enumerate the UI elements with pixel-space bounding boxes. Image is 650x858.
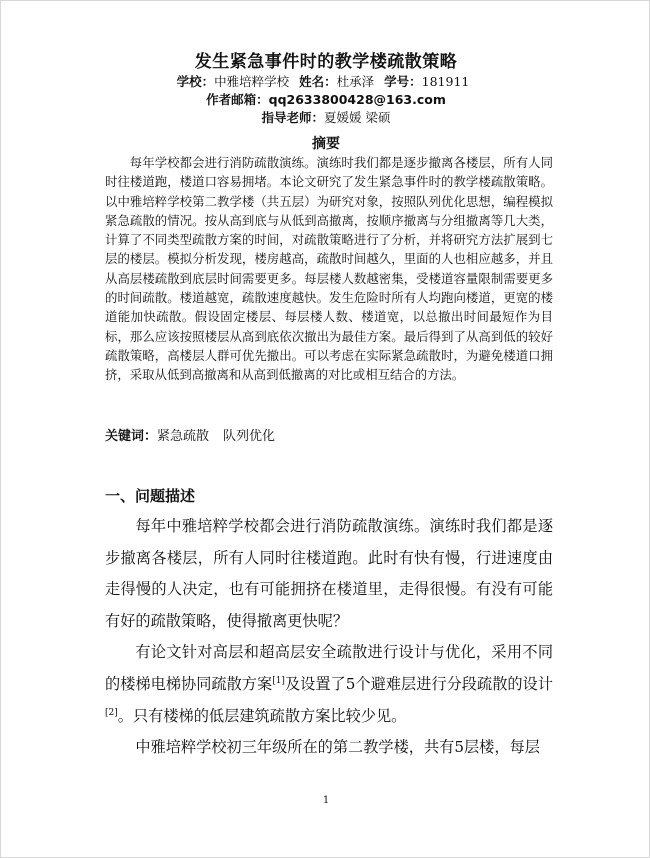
abstract-text: 每年学校都会进行消防疏散演练。演练时我们都是逐步撤离各楼层，所有人同时往楼道跑，楼道口容易拥堵。本论文研究了发生紧急事件时的教学楼疏散策略。以中雅培粹学校第二教学楼（共五层）为研究对象，按照队列优化思想，编程模拟紧急疏散的情况。按从高到底与从低到高撤离，按顺序撤离与分组撤离等几大类，计算了不同类型疏散方案的时间，对疏散策略进行了分析，并将研究方法扩展到七层的楼层。模拟分析发现，楼房越高，疏散时间越久，里面的人也相应越多，并且从高层楼疏散到底层时间需要更多。每层楼人数越密集，受楼道容量限制需要更多的时间疏散。楼道越宽，疏散速度越快。发生危险时所有人均跑向楼道，更宽的楼道能加快疏散。假设固定楼层、每层楼人数、楼道宽，以总撤出时间最短作为目标，那么应该按照楼层从高到底依次撤出为最佳方案。最后得到了从高到低的较好疏散策略，高楼层人群可优先撤出。可以考虑在实际紧急疏散时，为避免楼道口拥挤，采取从低到高撤离和从高到低撤离的对比或相互结合的方法。 bbox=[105, 155, 553, 383]
student-id-value: 181911 bbox=[421, 74, 470, 89]
school-value: 中雅培粹学校 bbox=[214, 74, 290, 89]
email-label: 作者邮箱： bbox=[206, 92, 269, 107]
page-number: 1 bbox=[322, 795, 330, 806]
name-value: 杜承泽 bbox=[336, 74, 375, 89]
paper-title: 发生紧急事件时的教学楼疏散策略 bbox=[194, 52, 458, 72]
citation-ref[interactable]: [1] bbox=[272, 675, 285, 686]
body-paragraph bbox=[105, 637, 553, 732]
email-line bbox=[1, 91, 650, 109]
school-info-line bbox=[1, 73, 650, 91]
student-id-label: 学号： bbox=[384, 74, 422, 89]
school-label: 学校： bbox=[176, 74, 215, 89]
body-text-span: 及设置了5个避难层进行分段疏散的设计 bbox=[284, 674, 553, 693]
section-body bbox=[105, 511, 553, 764]
keyword-item: 队列优化 bbox=[223, 429, 276, 444]
advisor-label: 指导老师： bbox=[261, 110, 325, 125]
name-label: 姓名： bbox=[299, 74, 337, 89]
advisor-value: 夏媛媛 梁硕 bbox=[324, 110, 391, 125]
body-text-span: 有论文针对高层和超高层安全疏散进行设计与优化，采用不同的楼梯电梯协同疏散方案 bbox=[105, 643, 553, 693]
body-text-span: 。只有楼梯的低层建筑疏散方案比较少见。 bbox=[117, 706, 407, 725]
advisor-line bbox=[1, 109, 650, 127]
keyword-item: 紧急疏散 bbox=[157, 429, 210, 444]
section-heading: 一、问题描述 bbox=[105, 487, 196, 505]
email-value: qq2633800428@163.com bbox=[268, 92, 446, 107]
abstract-heading: 摘要 bbox=[312, 136, 340, 152]
body-paragraph: 中雅培粹学校初三年级所在的第二教学楼，共有5层楼，每层 bbox=[135, 738, 540, 757]
body-paragraph: 每年中雅培粹学校都会进行消防疏散演练。演练时我们都是逐步撤离各楼层，所有人同时往楼道跑。此时有快有慢，行进速度由走得慢的人决定，也有可能拥挤在楼道里，走得很慢。有没有可能有好的疏散策略，使得撤离更快呢？ bbox=[105, 517, 553, 630]
keywords-line bbox=[105, 425, 289, 444]
keywords-label: 关键词： bbox=[105, 429, 158, 444]
citation-ref[interactable]: [2] bbox=[105, 707, 118, 718]
